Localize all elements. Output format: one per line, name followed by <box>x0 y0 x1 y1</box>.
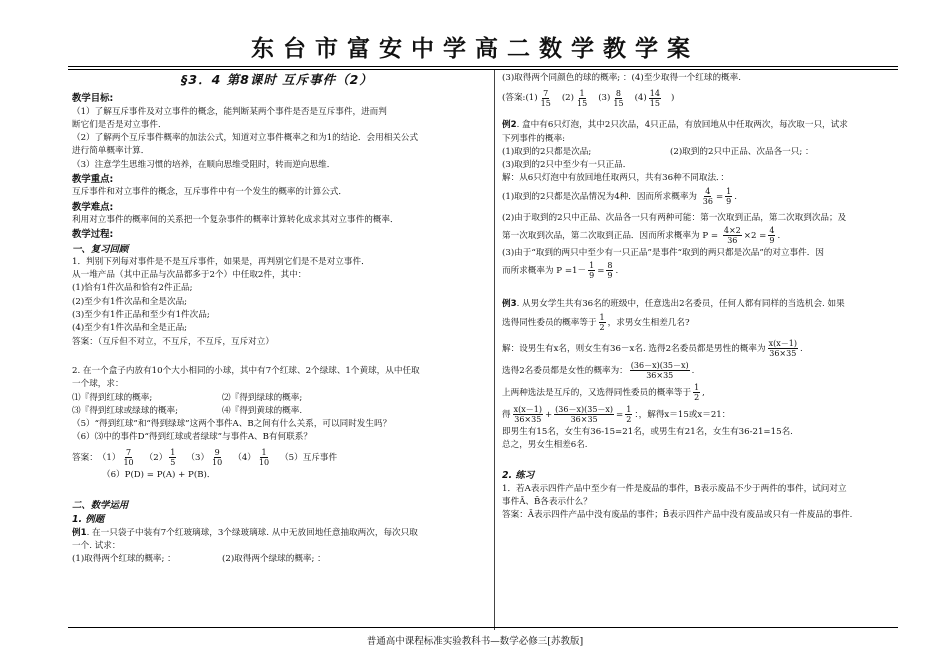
answer-item <box>525 87 553 109</box>
answer-formula: （6）P(D) = P(A) + P(B)． <box>102 469 216 480</box>
answer-tag: (2) <box>561 93 574 104</box>
key-points-text: 互斥事件和对立事件的概念，互斥事件中有一个发生的概率的计算公式． <box>72 187 348 198</box>
solution-line: (1)取到的2只都是次品情况为4种．因而所求概率为 $\frac{4}{36}$ = $\frac{1}{9}$ . <box>502 186 737 206</box>
fraction: $\frac{1}{2}$ <box>694 382 700 402</box>
answer-row <box>502 87 894 109</box>
fraction: $\frac{(36-x)(35-x)}{36\times 35}$ <box>555 404 614 424</box>
answer-item <box>562 87 590 109</box>
answer-tag: (1) <box>525 93 538 104</box>
question-item-row <box>72 405 482 418</box>
key-points-heading: 教学重点: <box>72 174 114 186</box>
answer-row <box>72 447 482 469</box>
column-divider <box>494 70 495 630</box>
answer-tag: （3） <box>186 452 210 463</box>
question-item-row <box>72 392 482 405</box>
right-column <box>502 72 894 522</box>
fraction: $\frac{x(x-1)}{36\times 35}$ <box>513 404 542 424</box>
answer-item <box>635 87 663 109</box>
review-heading: 一、复习回顾 <box>72 243 129 255</box>
answer-tag: （4） <box>233 452 256 463</box>
fraction: $\frac{1}{15}$ <box>577 88 588 108</box>
practice-line: 事件Ā、B̄各表示什么？ <box>502 496 592 507</box>
solution-line: 选得2名委员都是女性的概率为： $\frac{(36-x)(35-x)}{36\times 35}$ . <box>502 360 695 380</box>
answer-item <box>186 447 225 469</box>
answer-item <box>598 87 626 109</box>
example-line: 例3. 从男女学生共有36名的班级中，任意选出2名委员，任何人都有同样的当选机会. 如果 <box>502 299 845 310</box>
question-line: 从一堆产品（其中正品与次品都多于2个）中任取2件，其中： <box>72 270 307 281</box>
example-item: (2)取得两个绿球的概率; ： <box>222 554 326 565</box>
answer-close: ) <box>670 93 675 104</box>
solution-line: (2)由于取到的2只中正品、次品各一只有两种可能：第一次取到正品，第二次取到次品；及 <box>502 212 847 223</box>
difficulty-heading: 教学难点: <box>72 201 114 213</box>
question-line: (2)至少有1件次品和全是次品; <box>72 296 188 307</box>
solution-line: 即男生有15名，女生有36-15=21名，或男生有21名，女生有36-21=15名. <box>502 426 793 437</box>
solution-line: 得 $\frac{x(x-1)}{36\times 35}$ + $\frac{(36-x)(35-x)}{36\times 35}$ = $\frac{1}{2}$ ：，解得x＝15或x＝21： <box>502 404 731 424</box>
fraction: $\frac{9}{10}$ <box>212 448 223 468</box>
example-item-row <box>502 159 894 172</box>
goal-line: （1）了解互斥事件及对立事件的概念，能判断某两个事件是否是互斥事件，进而判 <box>72 106 387 117</box>
fraction: $\frac{(36-x)(35-x)}{36\times 35}$ <box>630 360 689 380</box>
goal-line: 断它们是否是对立事件． <box>72 119 167 130</box>
question-line: （6）⑶中的事件D“得到红球或者绿球”与事件A、B有何联系？ <box>72 432 312 443</box>
fraction: $\frac{1}{2}$ <box>599 312 605 332</box>
difficulty-text: 利用对立事件的概率间的关系把一个复杂事件的概率计算转化成求其对立事件的概率． <box>72 214 399 225</box>
question-line: (1)恰有1件次品和恰有2件正品; <box>72 283 193 294</box>
fraction: $\frac{8}{9}$ <box>607 261 613 281</box>
answer-line: 答案：（互斥但不对立，不互斥，不互斥，互斥对立） <box>72 336 274 347</box>
example-line: (3)取得两个同颜色的球的概率; ：(4)至少取得一个红球的概率. <box>502 73 741 83</box>
goal-line: 进行简单概率计算． <box>72 146 150 157</box>
footer-rule <box>68 627 898 628</box>
goals-heading: 教学目标: <box>72 93 114 105</box>
example-line: 例1. 在一只袋子中装有7个红玻璃球，3个绿玻璃球. 从中无放回地任意抽取两次，每次只取 <box>72 527 418 538</box>
fraction: $\frac{7}{10}$ <box>123 448 134 468</box>
solution-line: (3)由于“取到的两只中至少有一只正品”是事件“取到的两只都是次品”的对立事件．因 <box>502 248 824 259</box>
page-footer: 普通高中课程标准实验教科书—数学必修三[苏教版] <box>366 636 584 647</box>
solution-line: 解：从6只灯泡中有放回地任取两只，共有36种不同取法．： <box>502 173 729 184</box>
goal-line: （3）注意学生思维习惯的培养，在顺向思维受阻时，转而逆向思维． <box>72 159 336 170</box>
lesson-title: §3．4 第8课时 互斥事件（2） <box>181 72 373 87</box>
fraction: $\frac{1}{5}$ <box>170 448 176 468</box>
example-line: 例2. 盒中有6只灯泡，其中2只次品，4只正品，有放回地从中任取两次，每次取一只，试求 <box>502 120 848 131</box>
fraction: $\frac{1}{2}$ <box>626 404 632 424</box>
example-item-row <box>72 553 482 566</box>
example-item: (1)取到的2只都是次品; <box>502 146 592 157</box>
example-label: 例2 <box>502 120 517 131</box>
practice-line: 答案：Ā表示四件产品中没有废品的事件；B̄表示四件产品中没有废品或只有一件废品的事件. <box>502 510 853 521</box>
question-line: 2. 在一个盒子内放有10个大小相同的小球，其中有7个红球、2个绿球、1个黄球，从中任取 <box>72 365 420 376</box>
answer-tag: (3) <box>598 93 611 104</box>
left-column <box>72 72 482 567</box>
fraction: $\frac{8}{15}$ <box>613 88 624 108</box>
fraction: $\frac{4\times 2}{36}$ <box>723 226 741 246</box>
solution-line: 上两种选法是互斥的，又选得同性委员的概率等于 $\frac{1}{2}$ , <box>502 382 705 402</box>
solution-line: 第一次取到次品，第二次取到正品．因而所求概率为 P = $\frac{4\times 2}{36}$ ×2 = $\frac{4}{9}$ . <box>502 226 781 246</box>
example-line: 选得同性委员的概率等于 $\frac{1}{2}$ ，求男女生相差几名? <box>502 312 690 332</box>
practice-heading: 2. 练习 <box>502 470 535 482</box>
example-label: 例1 <box>72 527 87 538</box>
question-item: ⑷『得到黄球的概率. <box>222 405 303 416</box>
example-item-row <box>502 146 894 159</box>
question-line: 1．判别下列每对事件是不是互斥事件，如果是，再判别它们是不是对立事件． <box>72 256 370 267</box>
fraction: $\frac{x(x-1)}{36\times 35}$ <box>768 338 797 358</box>
answer-label: 答案： <box>72 452 98 463</box>
fraction: $\frac{4}{36}$ <box>702 186 713 206</box>
solution-line: 总之，男女生相差6名. <box>502 439 588 450</box>
fraction: $\frac{1}{9}$ <box>589 261 595 281</box>
answer-tag: （2） <box>144 452 168 463</box>
answer-tail: （5）互斥事件 <box>280 452 338 463</box>
example-line: 一个. 试求： <box>72 540 121 551</box>
example-line: 下列事件的概率: <box>502 133 566 144</box>
practice-line: 1．若A表示四件产品中至少有一件是废品的事件，B表示废品不少于两件的事件，试问对立 <box>502 483 847 494</box>
question-line: 一个球，求： <box>72 379 124 390</box>
question-item: ⑴『得到红球的概率; <box>72 392 153 403</box>
question-line: （5）“得到红球”和“得到绿球”这两个事件A、B之间有什么关系，可以同时发生吗？ <box>72 419 392 430</box>
answer-label: (答案: <box>502 93 526 104</box>
answer-item <box>145 447 179 469</box>
question-line: (3)至少有1件正品和至少有1件次品; <box>72 310 210 321</box>
question-item: ⑵『得到绿球的概率; <box>222 392 303 403</box>
question-line: (4)至少有1件次品和全是正品; <box>72 323 188 334</box>
solution-line: 解：设男生有x名，则女生有36－x名. 选得2名委员都是男性的概率为 $\frac{x(x-1)}{36\times 35}$ . <box>502 338 803 358</box>
example-item: (3)取到的2只中至少有一只正品． <box>502 160 632 171</box>
process-heading: 教学过程: <box>72 229 114 241</box>
example-item: (2)取到的2只中正品、次品各一只; ： <box>670 146 814 157</box>
apply-heading: 二、数学运用 <box>72 500 129 512</box>
examples-heading: 1. 例题 <box>72 514 105 526</box>
header-rule-thin <box>68 69 898 70</box>
goal-line: （2）了解两个互斥事件概率的加法公式，知道对立事件概率之和为1的结论．会用相关公式 <box>72 133 419 144</box>
fraction: $\frac{1}{9}$ <box>726 186 732 206</box>
answer-tag: （1） <box>97 452 121 463</box>
fraction: $\frac{7}{15}$ <box>540 88 551 108</box>
answer-item <box>98 447 137 469</box>
example-item: (1)取得两个红球的概率; ： <box>72 554 176 565</box>
answer-item <box>233 447 272 469</box>
answer-tag: (4) <box>634 93 647 104</box>
solution-line: 而所求概率为 P =1－ $\frac{1}{9}$ = $\frac{8}{9}$ . <box>502 261 619 281</box>
fraction: $\frac{1}{10}$ <box>258 448 270 468</box>
fraction: $\frac{14}{15}$ <box>649 88 660 108</box>
example-label: 例3 <box>502 299 517 310</box>
fraction: $\frac{4}{9}$ <box>769 226 775 246</box>
header-rule <box>68 66 898 67</box>
question-item: ⑶『得到红球或绿球的概率; <box>72 405 179 416</box>
page-header: 东台市富安中学高二数学教学案 <box>251 35 699 62</box>
